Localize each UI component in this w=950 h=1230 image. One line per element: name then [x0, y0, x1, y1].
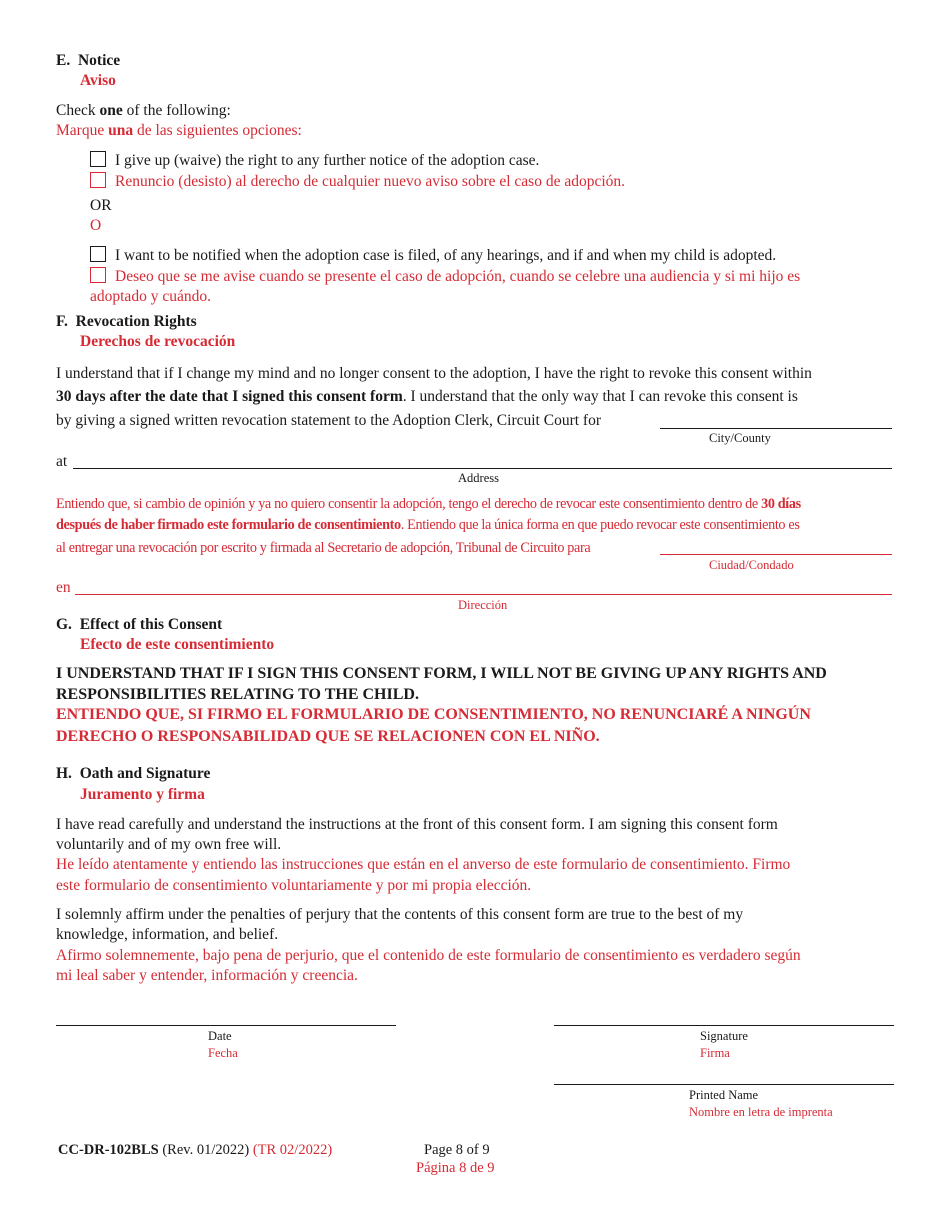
waive-notice-option[interactable]: [90, 151, 539, 170]
form-revision: (Rev. 01/2022): [158, 1142, 253, 1158]
section-letter: F.: [56, 313, 68, 330]
section-letter: G.: [56, 616, 72, 633]
revocation-es-line2: [56, 517, 800, 534]
signature-label: Signature: [700, 1029, 748, 1043]
at-text: at: [56, 453, 68, 470]
revocation-es-line3: al entregar una revocación por escrito y firmada al Secretario de adopción, Tribunal de Circuito para: [56, 540, 591, 556]
waive-notice-checkbox[interactable]: [90, 151, 106, 167]
option-label-es: Renuncio (desisto) al derecho de cualquier nuevo aviso sobre el caso de adopción.: [115, 173, 626, 190]
section-letter: E.: [56, 52, 71, 69]
revocation-es-line1: [56, 496, 801, 513]
revocation-p1-line3: by giving a signed written revocation statement to the Adoption Clerk, Circuit Court for: [56, 412, 601, 429]
check-instruction: [56, 102, 231, 120]
text: . Entiendo que la única forma en que puedo revocar este consentimiento es: [400, 517, 800, 533]
date-field[interactable]: [56, 1025, 396, 1026]
section-g-heading-es: Efecto de este consentimiento: [80, 636, 275, 653]
form-id: CC-DR-102BLS: [58, 1142, 159, 1158]
or-text-es: O: [90, 217, 102, 234]
section-title: Effect of this Consent: [79, 616, 223, 633]
option-label-es: Deseo que se me avise cuando se presente el caso de adopción, cuando se celebre una audiencia y si mi hijo es: [115, 268, 801, 285]
printed-name-label: Printed Name: [689, 1088, 759, 1102]
waive-notice-checkbox-es[interactable]: [90, 172, 106, 188]
translation-revision: (TR 02/2022): [252, 1142, 333, 1158]
section-title: Notice: [77, 52, 121, 69]
effect-caps-line1: I UNDERSTAND THAT IF I SIGN THIS CONSENT FORM, I WILL NOT BE GIVING UP ANY RIGHTS AND: [56, 665, 827, 682]
notify-option-es[interactable]: [90, 267, 800, 286]
oath-p2-es-line2: mi leal saber y entender, información y creencia.: [56, 967, 358, 984]
signature-field[interactable]: [554, 1025, 894, 1026]
notify-checkbox[interactable]: [90, 246, 106, 262]
option-label: I give up (waive) the right to any further notice of the adoption case.: [115, 152, 540, 169]
oath-p2-line1: I solemnly affirm under the penalties of perjury that the contents of this consent form are true to the best of my: [56, 906, 744, 923]
page-number-es: Página 8 de 9: [416, 1160, 495, 1176]
revocation-p1-line1: I understand that if I change my mind and no longer consent to the adoption, I have the right to revoke this consent within: [56, 365, 812, 382]
oath-p2-es-line1: Afirmo solemnemente, bajo pena de perjurio, que el contenido de este formulario de consentimiento es verdadero según: [56, 947, 801, 964]
notify-checkbox-es[interactable]: [90, 267, 106, 283]
notify-option[interactable]: [90, 246, 776, 265]
address-label-es: Dirección: [458, 598, 508, 612]
printed-name-field[interactable]: [554, 1084, 894, 1085]
page-number: Page 8 of 9: [424, 1142, 490, 1158]
effect-caps-line2: RESPONSIBILITIES RELATING TO THE CHILD.: [56, 686, 419, 703]
city-county-label: City/County: [709, 431, 771, 445]
section-g-heading: [56, 616, 222, 634]
text: Entiendo que, si cambio de opinión y ya no quiero consentir la adopción, tengo el derecho de revocar este consentimiento dentro de: [56, 496, 762, 512]
date-label-es: Fecha: [208, 1046, 238, 1060]
address-field-es[interactable]: [75, 594, 892, 595]
text-bold: 30 days after the date that I signed this consent form: [56, 388, 403, 405]
waive-notice-option-es[interactable]: [90, 172, 625, 191]
oath-p1-line2: voluntarily and of my own free will.: [56, 836, 282, 853]
form-id-footer: [58, 1142, 332, 1159]
text-bold: después de haber firmado este formulario de consentimiento: [56, 517, 401, 533]
effect-caps-es-line1: ENTIENDO QUE, SI FIRMO EL FORMULARIO DE CONSENTIMIENTO, NO RENUNCIARÉ A NINGÚN: [56, 706, 811, 723]
section-e-heading: [56, 52, 120, 70]
text: de las siguientes opciones:: [133, 122, 302, 139]
text-bold: 30 días: [761, 496, 801, 512]
section-title: Revocation Rights: [75, 313, 197, 330]
oath-p1-es-line2: este formulario de consentimiento voluntariamente y por mi propia elección.: [56, 877, 532, 894]
revocation-p1-line2: [56, 388, 798, 406]
date-label: Date: [208, 1029, 232, 1043]
section-f-heading: [56, 313, 197, 331]
text-bold: una: [108, 122, 134, 139]
section-e-heading-es: Aviso: [80, 72, 116, 89]
signature-label-es: Firma: [700, 1046, 730, 1060]
text: Check: [56, 102, 100, 119]
section-h-heading: [56, 765, 210, 783]
oath-p1-line1: I have read carefully and understand the instructions at the front of this consent form. I am signing this consent form: [56, 816, 778, 833]
or-text: OR: [90, 197, 112, 214]
city-county-field[interactable]: [660, 428, 892, 429]
section-title: Oath and Signature: [79, 765, 211, 782]
oath-p1-es-line1: He leído atentamente y entiendo las instrucciones que están en el anverso de este formulario de consentimiento. Firmo: [56, 856, 791, 873]
text: of the following:: [122, 102, 231, 119]
notify-option-es-line2: adoptado y cuándo.: [90, 288, 211, 305]
city-county-label-es: Ciudad/Condado: [709, 558, 794, 572]
option-label: I want to be notified when the adoption case is filed, of any hearings, and if and when my child is adopted.: [115, 247, 777, 264]
printed-name-label-es: Nombre en letra de imprenta: [689, 1105, 833, 1119]
section-h-heading-es: Juramento y firma: [80, 786, 205, 803]
text: . I understand that the only way that I can revoke this consent is: [402, 388, 798, 405]
text-bold: one: [99, 102, 123, 119]
section-letter: H.: [56, 765, 72, 782]
section-f-heading-es: Derechos de revocación: [80, 333, 236, 350]
en-text: en: [56, 579, 71, 596]
oath-p2-line2: knowledge, information, and belief.: [56, 926, 279, 943]
address-label: Address: [458, 471, 499, 485]
effect-caps-es-line2: DERECHO O RESPONSABILIDAD QUE SE RELACIONEN CON EL NIÑO.: [56, 728, 600, 745]
text: Marque: [56, 122, 109, 139]
address-field[interactable]: [73, 468, 892, 469]
check-instruction-es: [56, 122, 302, 140]
city-county-field-es[interactable]: [660, 554, 892, 555]
